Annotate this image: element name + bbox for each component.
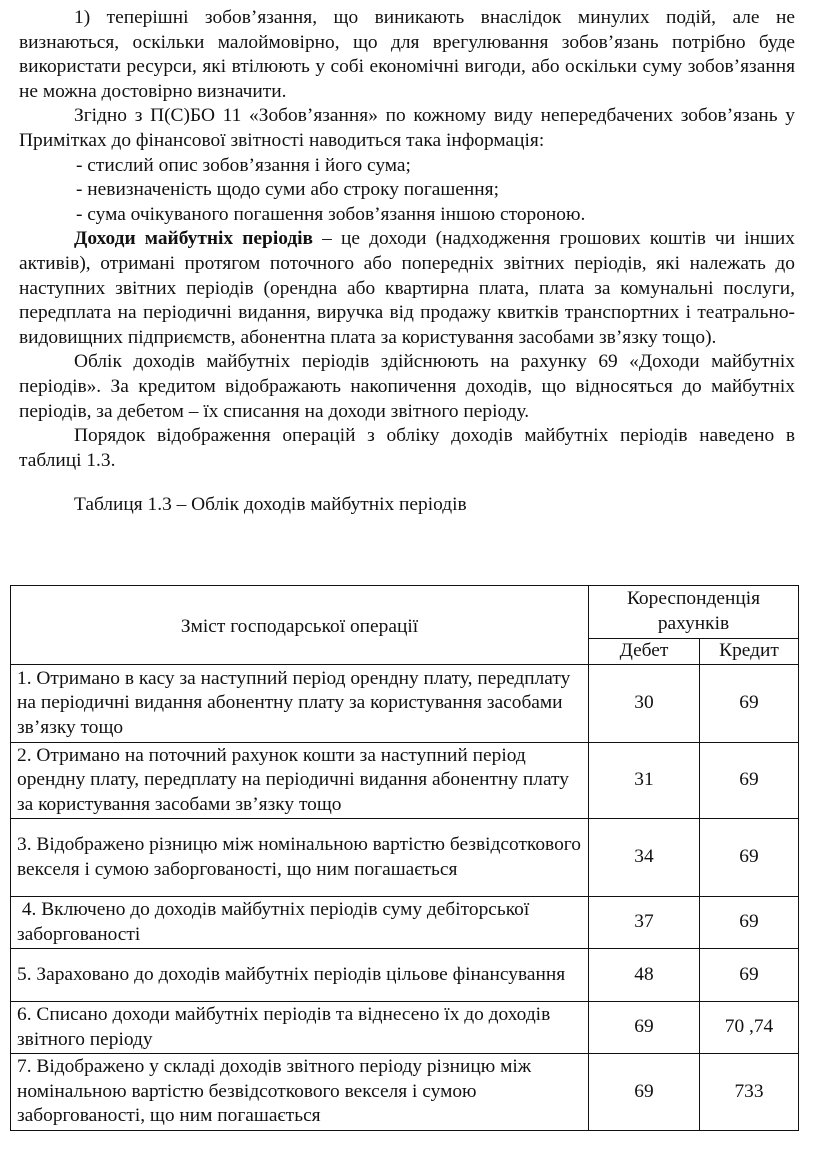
accounting-table bbox=[10, 585, 799, 1131]
debit-cell: 34 bbox=[589, 819, 700, 897]
paragraph-4: Облік доходів майбутніх періодів здійснюють на рахунку 69 «Доходи майбутніх періодів». За кредитом відображають накопичення доходів, що відносяться до майбутніх періодів, за дебетом – їх списання на доходи звітного періоду. bbox=[19, 351, 795, 422]
operation-cell: 5. Зараховано до доходів майбутніх періодів цільове фінансування bbox=[11, 949, 589, 1002]
document-page bbox=[19, 6, 795, 517]
table-row bbox=[11, 1002, 799, 1054]
operation-cell: 6. Списано доходи майбутніх періодів та віднесено їх до доходів звітного періоду bbox=[11, 1002, 589, 1054]
list-item-1: - стислий опис зобов’язання і його сума; bbox=[76, 154, 411, 176]
table-row bbox=[11, 897, 799, 949]
table-row bbox=[11, 1054, 799, 1131]
list-item-2: - невизначеність щодо суми або строку погашення; bbox=[76, 179, 499, 201]
header-debit: Дебет bbox=[589, 639, 700, 665]
table-caption: Таблиця 1.3 – Облік доходів майбутніх періодів bbox=[74, 494, 467, 516]
debit-cell: 69 bbox=[589, 1002, 700, 1054]
debit-cell: 37 bbox=[589, 897, 700, 949]
credit-cell: 70 ,74 bbox=[700, 1002, 799, 1054]
paragraph-3-text: – це доходи (надходження грошових коштів чи інших активів), отримані протягом поточного або попередніх звітних періодів, які належать до наступних звітних періодів (орендна або квартирна плата, плата за комунальні послуги, передплата на періодичні видання, виручка від продажу квитків транспортних і театрально-видовищних підприємств, абонентна плата за користування засобами зв’язку тощо). bbox=[19, 228, 795, 348]
credit-cell: 69 bbox=[700, 743, 799, 819]
paragraph-2: Згідно з П(С)БО 11 «Зобов’язання» по кожному виду непередбачених зобов’язань у Примітках до фінансової звітності наводиться така інформація: bbox=[19, 105, 795, 151]
operation-cell: 4. Включено до доходів майбутніх періодів суму дебіторської заборгованості bbox=[11, 897, 589, 949]
credit-cell: 733 bbox=[700, 1054, 799, 1131]
paragraph-1: 1) теперішні зобов’язання, що виникають внаслідок минулих подій, але не визнаються, оскільки малоймовірно, що для врегулювання зобов’язань потрібно буде використати ресурси, які втілюють у собі економічні вигоди, або оскільки суму зобов’язання не можна достовірно визначити. bbox=[19, 7, 795, 102]
operation-cell: 2. Отримано на поточний рахунок кошти за наступний період орендну плату, передплату на періодичні видання абонентну плату за користування засобами зв’язку тощо bbox=[11, 743, 589, 819]
paragraph-3 bbox=[19, 227, 795, 350]
credit-cell: 69 bbox=[700, 819, 799, 897]
operation-cell: 1. Отримано в касу за наступний період орендну плату, передплату на періодичні видання абонентну плату за користування засобами зв’язку тощо bbox=[11, 665, 589, 743]
debit-cell: 69 bbox=[589, 1054, 700, 1131]
list-item-3: - сума очікуваного погашення зобов’язання іншою стороною. bbox=[76, 203, 586, 225]
term-deferred-income: Доходи майбутніх періодів bbox=[74, 228, 314, 250]
header-credit: Кредит bbox=[700, 639, 799, 665]
debit-cell: 31 bbox=[589, 743, 700, 819]
header-correspondence: Кореспонденція рахунків bbox=[589, 586, 799, 639]
credit-cell: 69 bbox=[700, 949, 799, 1002]
debit-cell: 30 bbox=[589, 665, 700, 743]
table-row bbox=[11, 743, 799, 819]
credit-cell: 69 bbox=[700, 665, 799, 743]
table-row bbox=[11, 665, 799, 743]
table-row bbox=[11, 949, 799, 1002]
credit-cell: 69 bbox=[700, 897, 799, 949]
header-operation: Зміст господарської операції bbox=[11, 586, 589, 665]
table-row bbox=[11, 819, 799, 897]
paragraph-5: Порядок відображення операцій з обліку доходів майбутніх періодів наведено в таблиці 1.3. bbox=[19, 425, 795, 471]
debit-cell: 48 bbox=[589, 949, 700, 1002]
operation-cell: 3. Відображено різницю між номінальною вартістю безвідсоткового векселя і сумою заборгованості, що ним погашається bbox=[11, 819, 589, 897]
operation-cell: 7. Відображено у складі доходів звітного періоду різницю між номінальною вартістю безвідсоткового векселя і сумою заборгованості, що ним погашається bbox=[11, 1054, 589, 1131]
